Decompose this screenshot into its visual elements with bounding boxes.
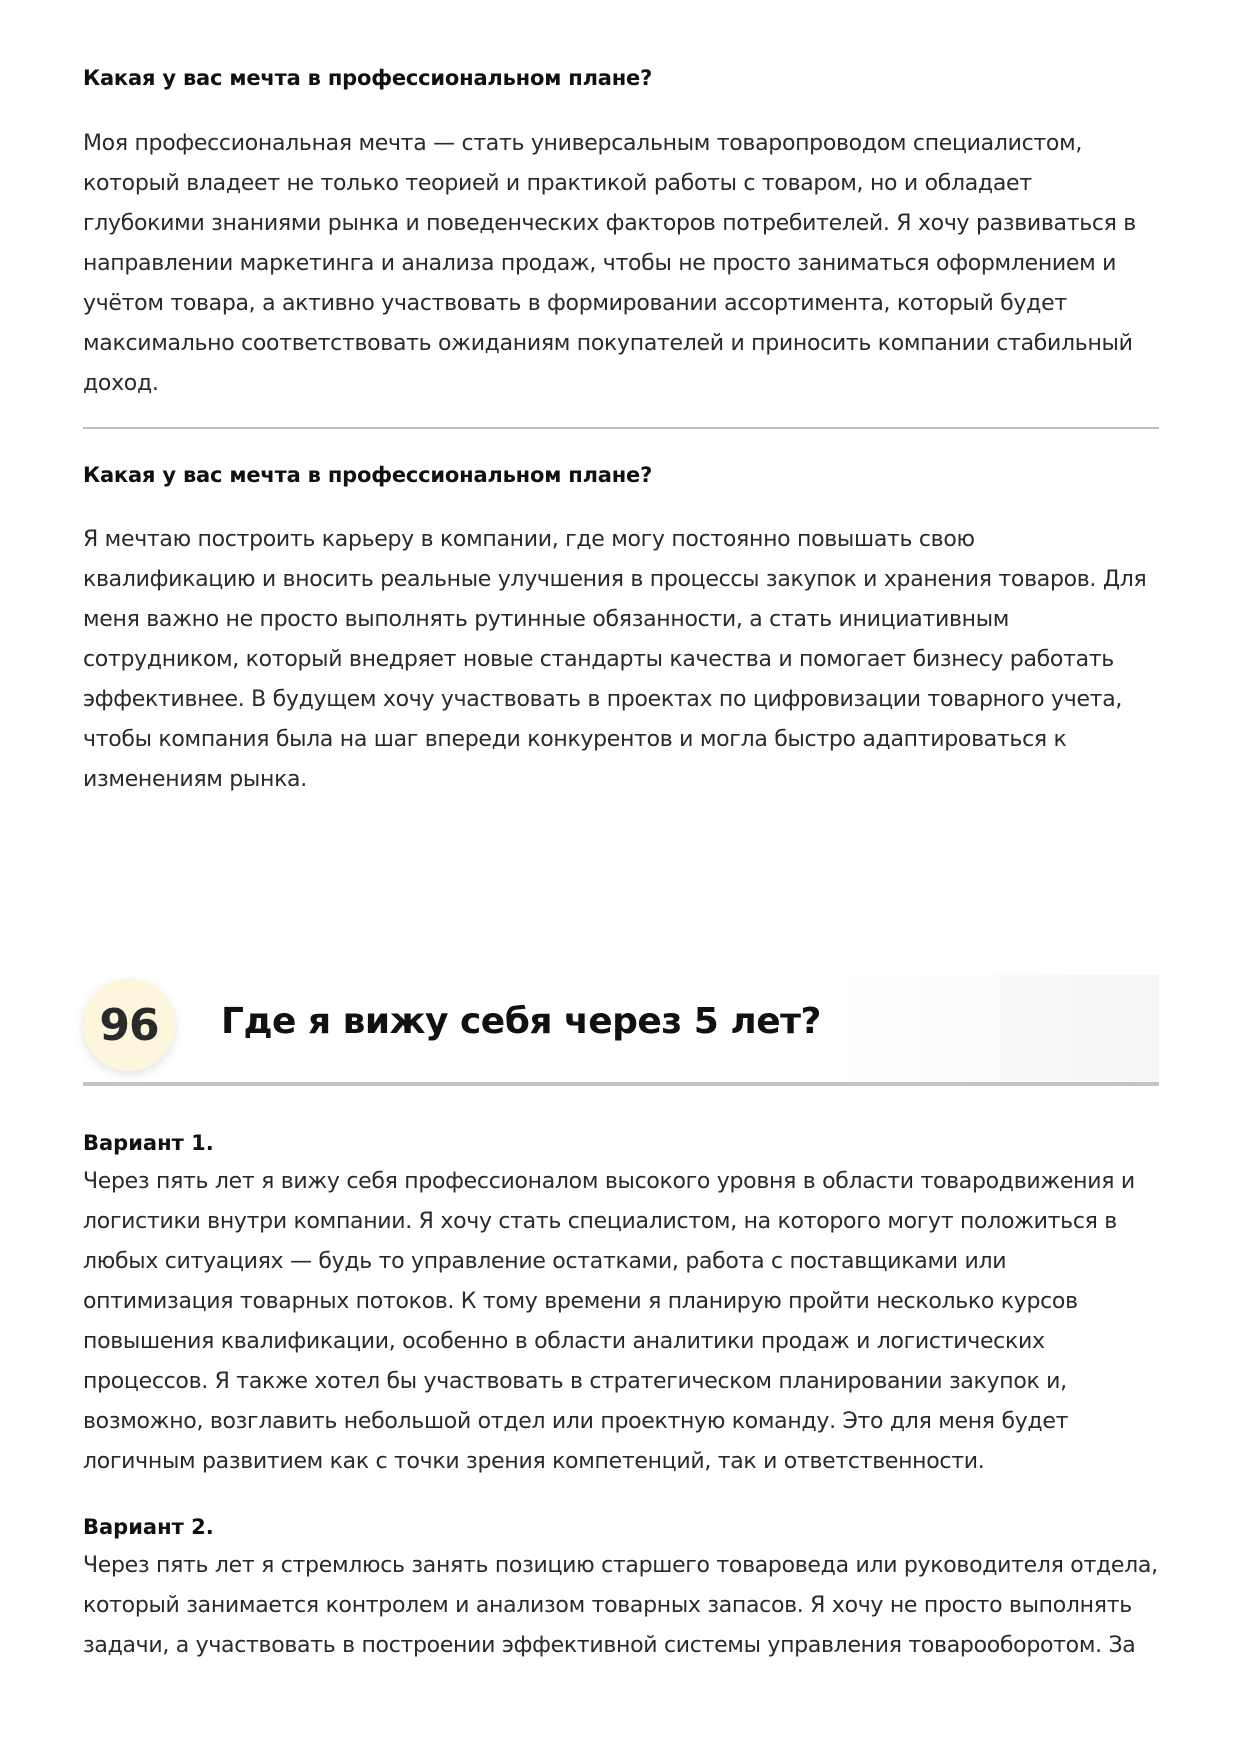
variant-line: повышения квалификации, особенно в области аналитики продаж и логистических (83, 1329, 1045, 1354)
section-underline (83, 1082, 1159, 1086)
variant-line: логистики внутри компании. Я хочу стать специалистом, на которого могут положиться в (83, 1209, 1117, 1234)
variant-line: задачи, а участвовать в построении эффективной системы управления товарооборотом. За (83, 1633, 1136, 1658)
answer-line: учётом товара, а активно участвовать в формировании ассортимента, который будет (83, 291, 1067, 316)
question-heading-1: Какая у вас мечта в профессиональном плане? (83, 66, 653, 90)
answer-line: доход. (83, 371, 159, 396)
variant-line: возможно, возглавить небольшой отдел или проектную команду. Это для меня будет (83, 1409, 1069, 1434)
variant-line: который занимается контролем и анализом товарных запасов. Я хочу не просто выполнять (83, 1593, 1132, 1618)
question-heading-2: Какая у вас мечта в профессиональном плане? (83, 463, 653, 487)
answer-line: Моя профессиональная мечта — стать универсальным товаропроводом специалистом, (83, 131, 1083, 156)
section-number-badge: 96 (83, 979, 175, 1071)
answer-line: эффективнее. В будущем хочу участвовать в проектах по цифровизации товарного учета, (83, 687, 1123, 712)
answer-line: сотрудником, который внедряет новые стандарты качества и помогает бизнесу работать (83, 647, 1114, 672)
answer-line: меня важно не просто выполнять рутинные обязанности, а стать инициативным (83, 607, 1010, 632)
answer-paragraph-2 (83, 520, 1159, 800)
variant-1-label: Вариант 1. (83, 1131, 214, 1155)
variant-line: Через пять лет я вижу себя профессионалом высокого уровня в области товародвижения и (83, 1169, 1135, 1194)
variant-1-paragraph (83, 1162, 1159, 1482)
variant-line: любых ситуациях — будь то управление остатками, работа с поставщиками или (83, 1249, 1007, 1274)
variant-line: процессов. Я также хотел бы участвовать в стратегическом планировании закупок и, (83, 1369, 1067, 1394)
variant-line: логичным развитием как с точки зрения компетенций, так и ответственности. (83, 1449, 985, 1474)
divider (83, 427, 1159, 429)
section-header (83, 975, 1159, 1085)
answer-line: чтобы компания была на шаг впереди конкурентов и могла быстро адаптироваться к (83, 727, 1067, 752)
variant-line: Через пять лет я стремлюсь занять позицию старшего товароведа или руководителя отдела, (83, 1553, 1158, 1578)
variant-line: оптимизация товарных потоков. К тому времени я планирую пройти несколько курсов (83, 1289, 1078, 1314)
answer-line: квалификацию и вносить реальные улучшения в процессы закупок и хранения товаров. Для (83, 567, 1147, 592)
answer-line: глубокими знаниями рынка и поведенческих факторов потребителей. Я хочу развиваться в (83, 211, 1136, 236)
answer-line: максимально соответствовать ожиданиям покупателей и приносить компании стабильный (83, 331, 1133, 356)
section-title: Где я вижу себя через 5 лет? (221, 1001, 821, 1042)
answer-paragraph-1 (83, 124, 1159, 404)
answer-line: Я мечтаю построить карьеру в компании, где могу постоянно повышать свою (83, 527, 975, 552)
variant-2-label: Вариант 2. (83, 1515, 214, 1539)
answer-line: который владеет не только теорией и практикой работы с товаром, но и обладает (83, 171, 1032, 196)
answer-line: направлении маркетинга и анализа продаж, чтобы не просто заниматься оформлением и (83, 251, 1117, 276)
answer-line: изменениям рынка. (83, 767, 307, 792)
variant-2-paragraph (83, 1546, 1159, 1666)
